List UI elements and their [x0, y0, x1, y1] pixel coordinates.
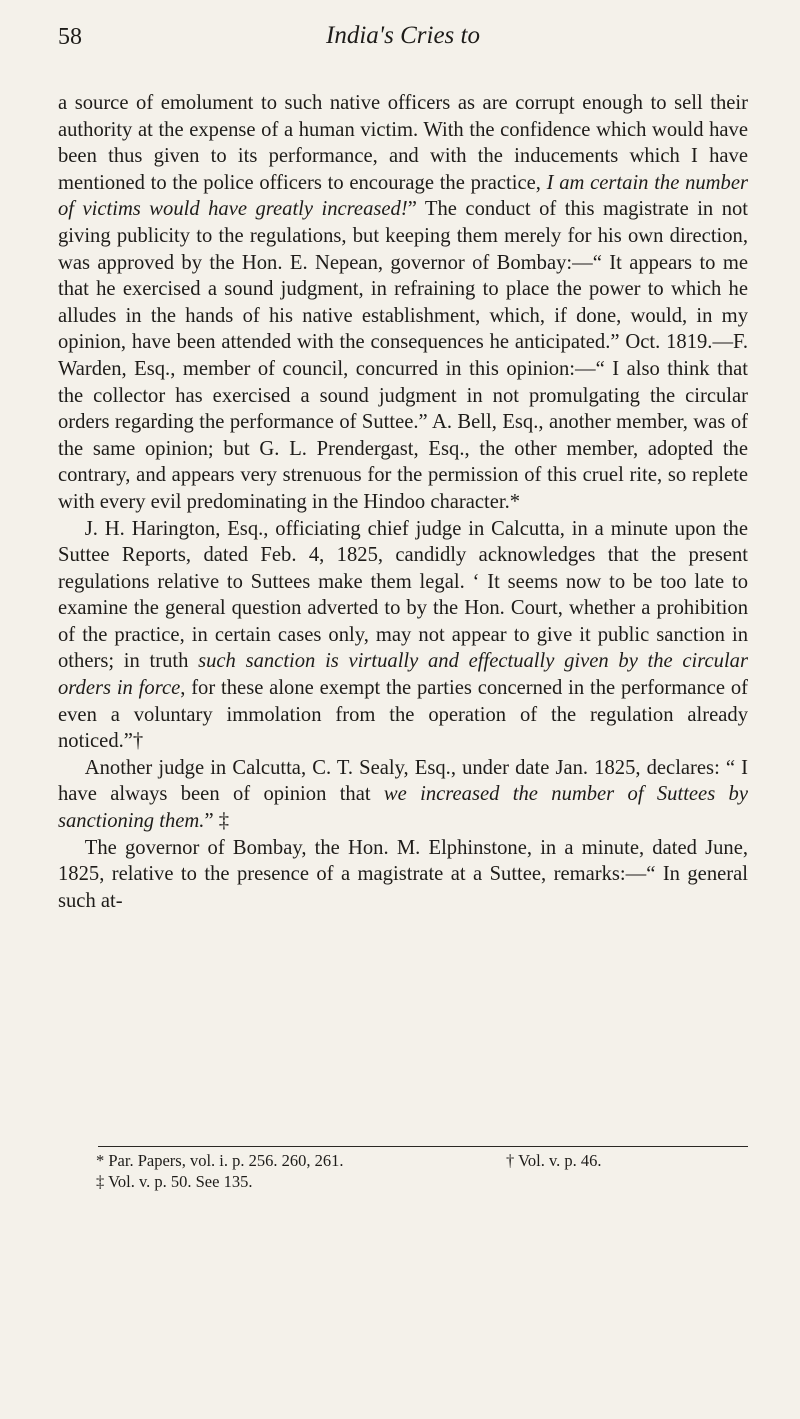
paragraph-4: The governor of Bombay, the Hon. M. Elphinstone, in a minute, dated June, 1825, relative to the presence of a magistrate at a Suttee, remarks:—“ In general such at- [58, 836, 748, 912]
footnote-divider [98, 1146, 748, 1147]
footnotes [96, 1150, 746, 1192]
emphasis-suttees-increased: we increased the number of Suttees by sanctioning them. [58, 783, 748, 833]
footnote-2: † Vol. v. p. 46. [506, 1151, 602, 1170]
footnote-1: * Par. Papers, vol. i. p. 256. 260, 261. [96, 1151, 344, 1170]
footnote-3: ‡ Vol. v. p. 50. See 135. [96, 1172, 253, 1191]
footnote-row [96, 1150, 746, 1171]
running-title: India's Cries to [326, 22, 480, 49]
emphasis-sanction-given: such sanction is virtually and effectually given by the circular orders in force [58, 650, 748, 700]
page-header [58, 10, 748, 60]
body-text [58, 90, 748, 914]
paragraph-1: a source of emolument to such native officers as are corrupt enough to sell their authority at the expense of a human victim. With the confidence which would have been thus given to its performance, and with the inducements which I have mentioned to the police officers to encourage the practice, I am certain the number of victims would have greatly increased!” The conduct of this magistrate in not giving publicity to the regulations, but keeping them merely for his own direction, was approved by the Hon. E. Nepean, governor of Bombay:—“ It appears to me that he exercised a sound judgment, in refraining to place the power to which he alludes in the hands of his native establishment, which, if done, would, in my opinion, have been attended with the consequences he anticipated.” Oct. 1819.—F. Warden, Esq., member of council, concurred in this opinion:—“ I also think that the collector has exercised a sound judgment in not promulgating the circular orders regarding the performance of Suttee.” A. Bell, Esq., another member, was of the same opinion; but G. L. Prendergast, Esq., the other member, adopted the contrary, and appears very strenuous for the permission of this cruel rite, so replete with every evil predominating in the Hindoo character.* [58, 92, 749, 513]
page-number: 58 [58, 24, 82, 50]
emphasis-victims-increased: I am certain the number of victims would have greatly increased! [58, 171, 749, 221]
paragraph-2: J. H. Harington, Esq., officiating chief judge in Calcutta, in a minute upon the Suttee Reports, dated Feb. 4, 1825, candidly acknowledges that the present regulations relative to Suttees make them legal. ‘ It seems now to be too late to examine the general question adverted to by the Hon. Court, whether a prohibition of the practice, in certain cases only, may not appear to give it public sanction in others; in truth such sanction is virtually and effectually given by the circular orders in force, for these alone exempt the parties concerned in the performance of even a voluntary immolation from the operation of the regulation already noticed.”† [58, 517, 748, 753]
paragraph-3: Another judge in Calcutta, C. T. Sealy, Esq., under date Jan. 1825, declares: “ I have always been of opinion that we increased the number of Suttees by sanctioning them.” ‡ [58, 756, 748, 833]
